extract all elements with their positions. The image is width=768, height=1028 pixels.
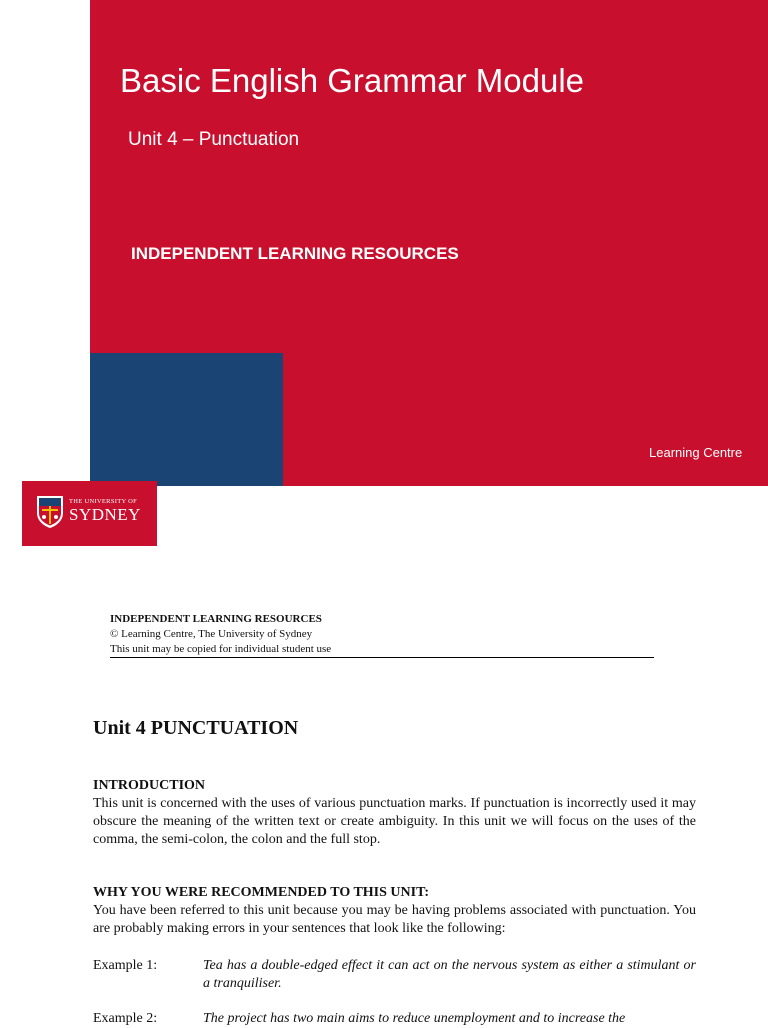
- introduction-text: This unit is concerned with the uses of various punctuation marks. If punctuation is incorrectly used it may obscure the meaning of the written text or create ambiguity. In this unit we will focus on the uses of the comma, the semi-colon, the colon and the full stop.: [93, 796, 696, 847]
- copyright-usage: This unit may be copied for individual student use: [110, 643, 332, 655]
- university-crest-icon: [36, 495, 64, 529]
- series-label: INDEPENDENT LEARNING RESOURCES: [131, 244, 459, 263]
- copyright-block: [110, 612, 654, 658]
- introduction-section: [93, 777, 696, 849]
- introduction-heading: INTRODUCTION: [93, 778, 206, 793]
- unit-heading: Unit 4 PUNCTUATION: [93, 717, 299, 739]
- logo-small-text: THE UNIVERSITY OF: [69, 498, 138, 505]
- example-text: Tea has a double-edged effect it can act on the nervous system as either a stimulant or a tranquiliser.: [203, 958, 696, 991]
- example-item: [93, 957, 696, 993]
- learning-centre-label: Learning Centre: [649, 445, 743, 460]
- logo-big-text: SYDNEY: [69, 505, 141, 524]
- why-section: [93, 884, 696, 938]
- module-title: Basic English Grammar Module: [120, 62, 584, 99]
- example-item: [93, 1010, 696, 1028]
- why-text: You have been referred to this unit because you may be having problems associated with punctuation. You are probably making errors in your sentences that look like the following:: [93, 903, 696, 936]
- why-heading: WHY YOU WERE RECOMMENDED TO THIS UNIT:: [93, 885, 430, 900]
- example-text: The project has two main aims to reduce unemployment and to increase the: [203, 1011, 626, 1026]
- university-logo: [22, 481, 157, 546]
- example-label: Example 2:: [93, 1011, 158, 1026]
- cover-blue-panel: [90, 353, 283, 486]
- unit-subtitle: Unit 4 – Punctuation: [128, 129, 300, 150]
- copyright-series: INDEPENDENT LEARNING RESOURCES: [110, 613, 322, 625]
- example-label: Example 1:: [93, 958, 158, 973]
- copyright-owner: © Learning Centre, The University of Sydney: [110, 628, 313, 640]
